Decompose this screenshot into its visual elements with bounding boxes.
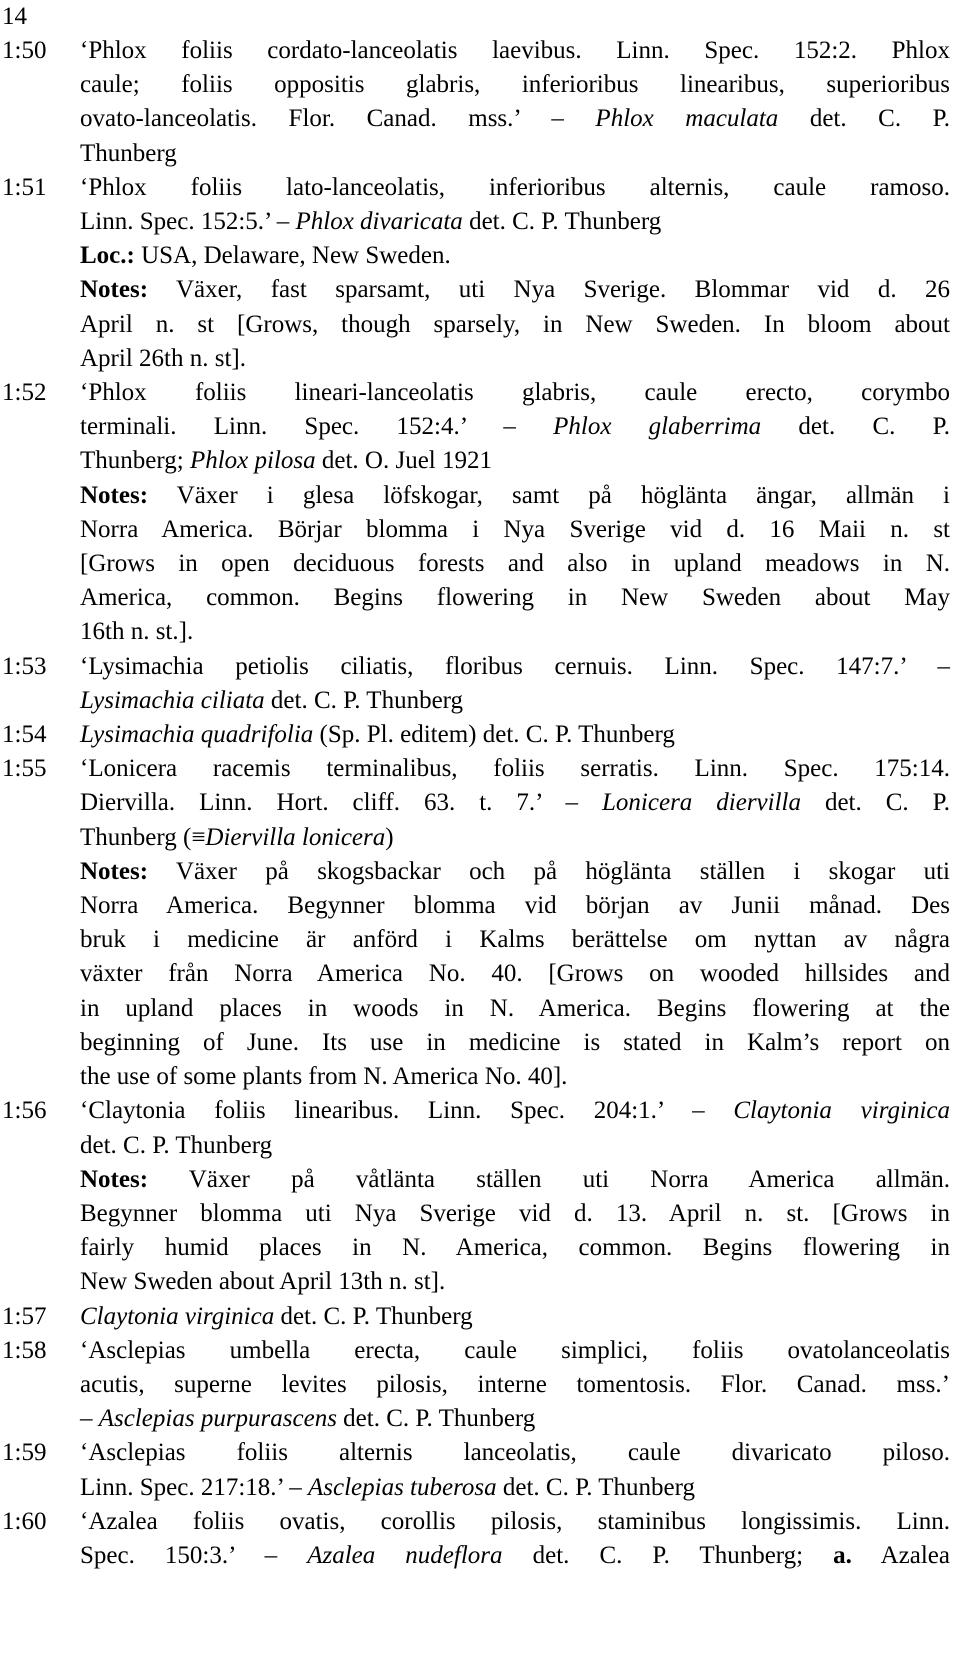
entry-1-55	[0, 752, 950, 1094]
entry-1-59	[0, 1436, 950, 1504]
notes-line: Notes: Växer på skogsbackar och på höglänta ställen i skogar uti	[80, 857, 950, 885]
entry-line: New Sweden about April 13th n. st].	[80, 1268, 446, 1296]
entry-line: – Asclepias purpurascens det. C. P. Thunberg	[80, 1405, 536, 1433]
entry-line: America, common. Begins flowering in New Sweden about May	[80, 584, 950, 612]
page-number: 14	[2, 3, 27, 30]
entry-1-52	[0, 376, 950, 650]
entry-line: Lysimachia ciliata det. C. P. Thunberg	[80, 686, 464, 714]
entry-line: ‘Lysimachia petiolis ciliatis, floribus cernuis. Linn. Spec. 147:7.’ –	[80, 652, 950, 680]
entry-line: bruk i medicine är anförd i Kalms berättelse om nyttan av några	[80, 926, 950, 954]
entry-line: Linn. Spec. 152:5.’ – Phlox divaricata det. C. P. Thunberg	[80, 208, 662, 236]
entry-line: caule; foliis oppositis glabris, inferioribus linearibus, superioribus	[80, 71, 950, 99]
entry-number: 1:55	[2, 755, 47, 783]
entry-line: Thunberg (≡Diervilla lonicera)	[80, 823, 394, 851]
entry-line: ‘Phlox foliis cordato-lanceolatis laevibus. Linn. Spec. 152:2. Phlox	[80, 37, 950, 64]
entry-1-54	[0, 718, 950, 752]
entry-line: ovato-lanceolatis. Flor. Canad. mss.’ – Phlox maculata det. C. P.	[80, 105, 950, 133]
entry-line: ‘Asclepias foliis alternis lanceolatis, caule divaricato piloso.	[80, 1439, 950, 1467]
entry-number: 1:56	[2, 1097, 47, 1125]
entry-number: 1:50	[2, 37, 47, 64]
entry-number: 1:52	[2, 379, 47, 407]
entry-line: 16th n. st.].	[80, 618, 194, 646]
entry-number: 1:60	[2, 1507, 47, 1535]
entry-line: Thunberg	[80, 139, 177, 167]
entry-line: ‘Claytonia foliis linearibus. Linn. Spec. 204:1.’ – Claytonia virginica	[80, 1097, 950, 1125]
entry-line: [Grows in open deciduous forests and also in upland meadows in N.	[80, 550, 950, 578]
entry-number: 1:57	[2, 1302, 47, 1330]
entry-line: acutis, superne levites pilosis, interne tomentosis. Flor. Canad. mss.’	[80, 1370, 950, 1398]
entry-line: in upland places in woods in N. America. Begins flowering at the	[80, 994, 950, 1022]
entry-number: 1:51	[2, 173, 47, 201]
entry-1-58	[0, 1334, 950, 1437]
entry-number: 1:53	[2, 652, 47, 680]
entry-line: the use of some plants from N. America No. 40].	[80, 1063, 568, 1091]
entry-line: beginning of June. Its use in medicine is stated in Kalm’s report on	[80, 1028, 950, 1056]
entry-1-50	[0, 34, 950, 171]
entry-line: April 26th n. st].	[80, 344, 246, 372]
entry-line: Norra America. Begynner blomma vid början av Junii månad. Des	[80, 892, 950, 920]
entry-line: fairly humid places in N. America, common. Begins flowering in	[80, 1234, 950, 1262]
entry-line: Norra America. Börjar blomma i Nya Sverige vid d. 16 Maii n. st	[80, 515, 950, 543]
notes-line: Notes: Växer i glesa löfskogar, samt på höglänta ängar, allmän i	[80, 481, 950, 509]
entry-number: 1:58	[2, 1336, 47, 1364]
entry-line: Begynner blomma uti Nya Sverige vid d. 13. April n. st. [Grows in	[80, 1199, 950, 1227]
entry-line: ‘Phlox foliis lato-lanceolatis, inferioribus alternis, caule ramoso.	[80, 173, 950, 201]
entry-1-51	[0, 171, 950, 376]
entry-line: Lysimachia quadrifolia (Sp. Pl. editem) det. C. P. Thunberg	[80, 721, 675, 749]
entry-number: 1:59	[2, 1439, 47, 1467]
entry-line: Thunberg; Phlox pilosa det. O. Juel 1921	[80, 447, 492, 475]
entry-line: Linn. Spec. 217:18.’ – Asclepias tuberosa det. C. P. Thunberg	[80, 1473, 696, 1501]
notes-line: Notes: Växer på våtlänta ställen uti Norra America allmän.	[80, 1165, 950, 1193]
entry-line: Claytonia virginica det. C. P. Thunberg	[80, 1302, 473, 1330]
entry-line: terminali. Linn. Spec. 152:4.’ – Phlox glaberrima det. C. P.	[80, 413, 950, 441]
entry-1-60	[0, 1505, 950, 1573]
entry-list	[0, 34, 960, 1573]
entry-line: ‘Phlox foliis lineari-lanceolatis glabris, caule erecto, corymbo	[80, 379, 950, 407]
entry-line: det. C. P. Thunberg	[80, 1131, 273, 1159]
entry-number: 1:54	[2, 721, 47, 749]
entry-line: ‘Lonicera racemis terminalibus, foliis serratis. Linn. Spec. 175:14.	[80, 755, 950, 783]
entry-1-53	[0, 650, 950, 718]
entry-line: Spec. 150:3.’ – Azalea nudeflora det. C. P. Thunberg; a. Azalea	[80, 1541, 950, 1569]
entry-line: ‘Asclepias umbella erecta, caule simplici, foliis ovatolanceolatis	[80, 1336, 950, 1364]
entry-line: ‘Azalea foliis ovatis, corollis pilosis, staminibus longissimis. Linn.	[80, 1507, 950, 1535]
notes-line: Notes: Växer, fast sparsamt, uti Nya Sverige. Blommar vid d. 26	[80, 276, 950, 304]
entry-1-57	[0, 1300, 950, 1334]
entry-1-56	[0, 1094, 950, 1299]
entry-line: April n. st [Grows, though sparsely, in New Sweden. In bloom about	[80, 310, 950, 338]
entry-line: Diervilla. Linn. Hort. cliff. 63. t. 7.’ – Lonicera diervilla det. C. P.	[80, 789, 950, 817]
entry-line: växter från Norra America No. 40. [Grows on wooded hillsides and	[80, 960, 950, 988]
location-line: Loc.: USA, Delaware, New Sweden.	[80, 242, 451, 270]
